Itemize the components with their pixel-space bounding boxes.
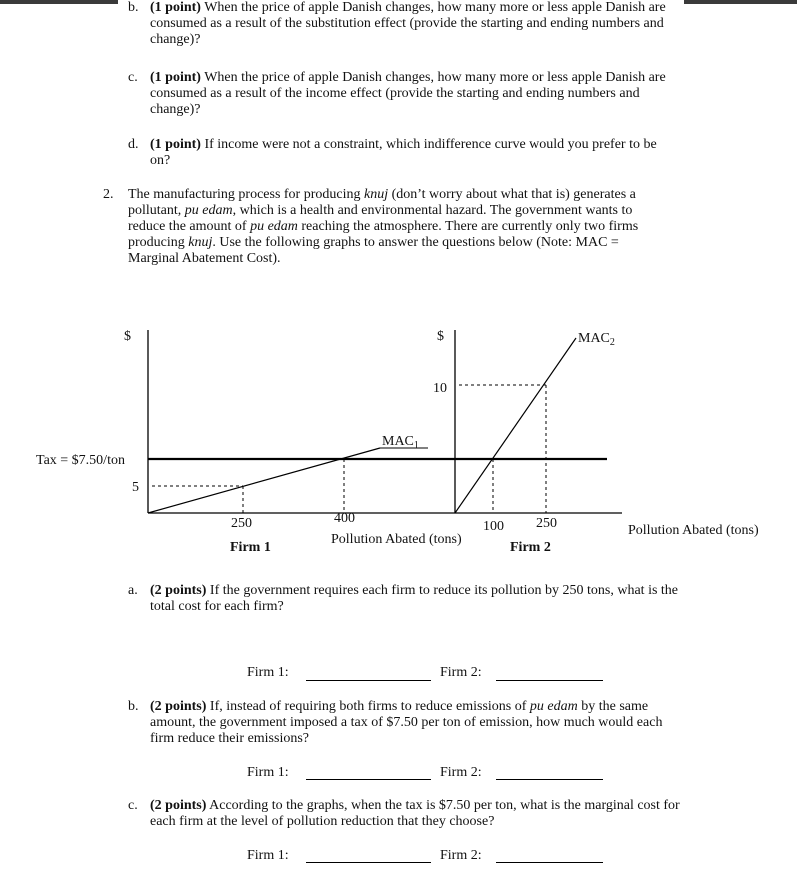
subq-a-body: If the government requires each firm to reduce its pollution by 250 tons, what is the total cost for each firm? <box>150 583 679 614</box>
question-c-points: (1 point) <box>150 70 201 85</box>
subq-b-body: by the same amount, the government imposed a tax of $7.50 per ton of emission, how much would each firm reduce their emissions? <box>150 699 663 746</box>
mac2-label: $MAC_2$ <box>578 331 615 348</box>
subq-b-points: (2 points) <box>150 699 207 714</box>
answer-a-firm1-blank[interactable] <box>306 680 431 681</box>
subq-b-label: b. <box>128 699 139 714</box>
subq-a-label: a. <box>128 583 138 598</box>
y-tick-10: 10 <box>433 381 447 396</box>
answer-c-firm1-blank[interactable] <box>306 862 431 863</box>
answer-b-firm2-blank[interactable] <box>496 779 603 780</box>
answer-a-firm2-blank[interactable] <box>496 680 603 681</box>
y-tick-5: 5 <box>132 480 139 495</box>
answer-b-firm1-label: Firm 1: <box>247 765 289 780</box>
question-d-body: If income were not a constraint, which indifference curve would you prefer to be on? <box>150 137 657 168</box>
x-tick-250-firm1: 250 <box>231 516 252 531</box>
mac2-curve <box>455 338 576 513</box>
question-b-points: (1 point) <box>150 0 201 15</box>
question-b-text <box>150 0 675 48</box>
question-b-label: b. <box>128 0 139 15</box>
answer-c-firm2-blank[interactable] <box>496 862 603 863</box>
question-c-text <box>150 70 675 118</box>
dollar-label-firm1: $ <box>124 329 131 344</box>
answer-b-firm1-blank[interactable] <box>306 779 431 780</box>
q2-text-part: The manufacturing process for producing <box>128 187 364 202</box>
x-tick-400: 400 <box>334 511 355 526</box>
q2-pu-edam: pu edam <box>184 203 233 218</box>
tax-label: Tax = $7.50/ton <box>36 453 125 468</box>
q2-pu-edam: pu edam <box>250 219 298 234</box>
subq-a-text <box>150 583 680 615</box>
q2-text-part: reaching the atmosphere. There are currently only two firms producing <box>128 219 639 250</box>
mac-graph <box>0 310 797 560</box>
question-c-label: c. <box>128 70 138 85</box>
answer-a-firm2-label: Firm 2: <box>440 665 482 680</box>
question-2-text <box>128 187 668 267</box>
q2-text-part: . Use the following graphs to answer the questions below (Note: MAC = Marginal Abatement Cost). <box>128 235 619 266</box>
mac1-curve <box>148 448 380 513</box>
x-axis-label-middle: Pollution Abated (tons) <box>331 532 462 547</box>
q2-text-part: (don’t worry about what that is) generates a pollutant, <box>128 187 636 218</box>
question-c-body: When the price of apple Danish changes, how many more or less apple Danish are consumed as a result of the income effect (provide the starting and ending numbers and change)? <box>150 70 666 117</box>
x-axis-label-right: Pollution Abated (tons) <box>628 523 759 538</box>
answer-c-firm1-label: Firm 1: <box>247 848 289 863</box>
x-tick-250-firm2: 250 <box>536 516 557 531</box>
x-tick-100: 100 <box>483 519 504 534</box>
subq-c-label: c. <box>128 798 138 813</box>
subq-b-pu-edam: pu edam <box>529 699 578 714</box>
answer-b-firm2-label: Firm 2: <box>440 765 482 780</box>
subq-b-body: If, instead of requiring both firms to reduce emissions of <box>209 699 530 714</box>
mac1-label: $MAC_1$ <box>382 434 419 451</box>
subq-c-text <box>150 798 680 830</box>
firm1-label: Firm 1 <box>230 540 271 555</box>
subq-c-body: According to the graphs, when the tax is $7.50 per ton, what is the marginal cost for each firm at the level of pollution reduction that they choose? <box>150 798 680 829</box>
subq-c-points: (2 points) <box>150 798 207 813</box>
question-d-label: d. <box>128 137 139 152</box>
dollar-label-firm2: $ <box>437 329 444 344</box>
firm2-label: Firm 2 <box>510 540 551 555</box>
question-d-text <box>150 137 675 169</box>
q2-knuj: knuj <box>363 187 389 202</box>
q2-knuj: knuj <box>188 235 213 250</box>
subq-b-text <box>150 699 680 747</box>
question-b-body: When the price of apple Danish changes, how many more or less apple Danish are consumed as a result of the substitution effect (provide the starting and ending numbers and change)? <box>150 0 666 47</box>
answer-a-firm1-label: Firm 1: <box>247 665 289 680</box>
answer-c-firm2-label: Firm 2: <box>440 848 482 863</box>
question-d-points: (1 point) <box>150 137 201 152</box>
subq-a-points: (2 points) <box>150 583 207 598</box>
q2-text-part: , which is a health and environmental hazard. The government wants to reduce the amount of <box>128 203 633 234</box>
question-2-number: 2. <box>103 187 114 202</box>
